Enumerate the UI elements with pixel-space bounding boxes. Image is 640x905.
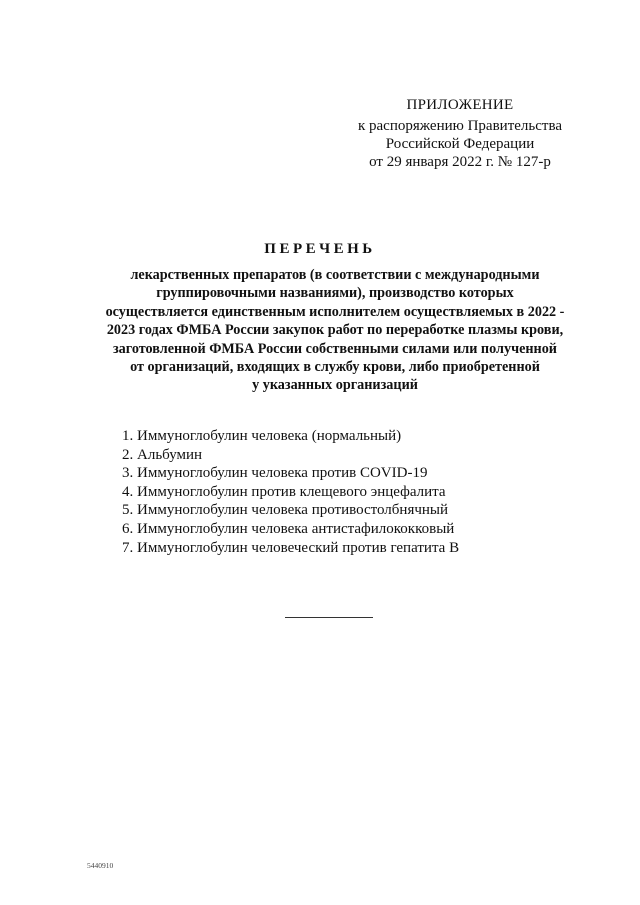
appendix-line-date: от 29 января 2022 г. № 127-р bbox=[369, 154, 551, 170]
list-item: 5. Иммуноглобулин человека противостолбнячный bbox=[122, 502, 449, 519]
drug-list bbox=[122, 427, 542, 557]
footer-document-code: 5440910 bbox=[87, 861, 114, 870]
appendix-heading: ПРИЛОЖЕНИЕ bbox=[406, 97, 514, 113]
appendix-line-federation: Российской Федерации bbox=[385, 136, 535, 152]
subtitle-line: группировочными названиями), производство которых bbox=[156, 285, 514, 302]
document-subtitle bbox=[95, 266, 575, 395]
list-item: 7. Иммуноглобулин человеческий против гепатита В bbox=[122, 539, 460, 556]
list-item: 4. Иммуноглобулин против клещевого энцефалита bbox=[122, 483, 446, 500]
list-item: 6. Иммуноглобулин человека антистафилококковый bbox=[122, 520, 455, 537]
appendix-block bbox=[340, 96, 580, 171]
list-item: 3. Иммуноглобулин человека против COVID-19 bbox=[122, 465, 428, 482]
list-item: 1. Иммуноглобулин человека (нормальный) bbox=[122, 428, 402, 444]
document-title: ПЕРЕЧЕНЬ bbox=[264, 241, 376, 257]
subtitle-line: заготовленной ФМБА России собственными силами или полученной bbox=[112, 340, 557, 357]
subtitle-line: лекарственных препаратов (в соответствии с международными bbox=[130, 267, 540, 283]
subtitle-line: у указанных организаций bbox=[252, 377, 418, 394]
subtitle-line: 2023 годах ФМБА России закупок работ по переработке плазмы крови, bbox=[106, 322, 564, 339]
subtitle-line: от организаций, входящих в службу крови, либо приобретенной bbox=[130, 359, 540, 376]
end-separator-line bbox=[285, 617, 373, 618]
subtitle-line: осуществляется единственным исполнителем осуществляемых в 2022 - bbox=[105, 303, 565, 320]
appendix-line-decree: к распоряжению Правительства bbox=[357, 118, 562, 134]
list-item: 2. Альбумин bbox=[122, 446, 203, 463]
